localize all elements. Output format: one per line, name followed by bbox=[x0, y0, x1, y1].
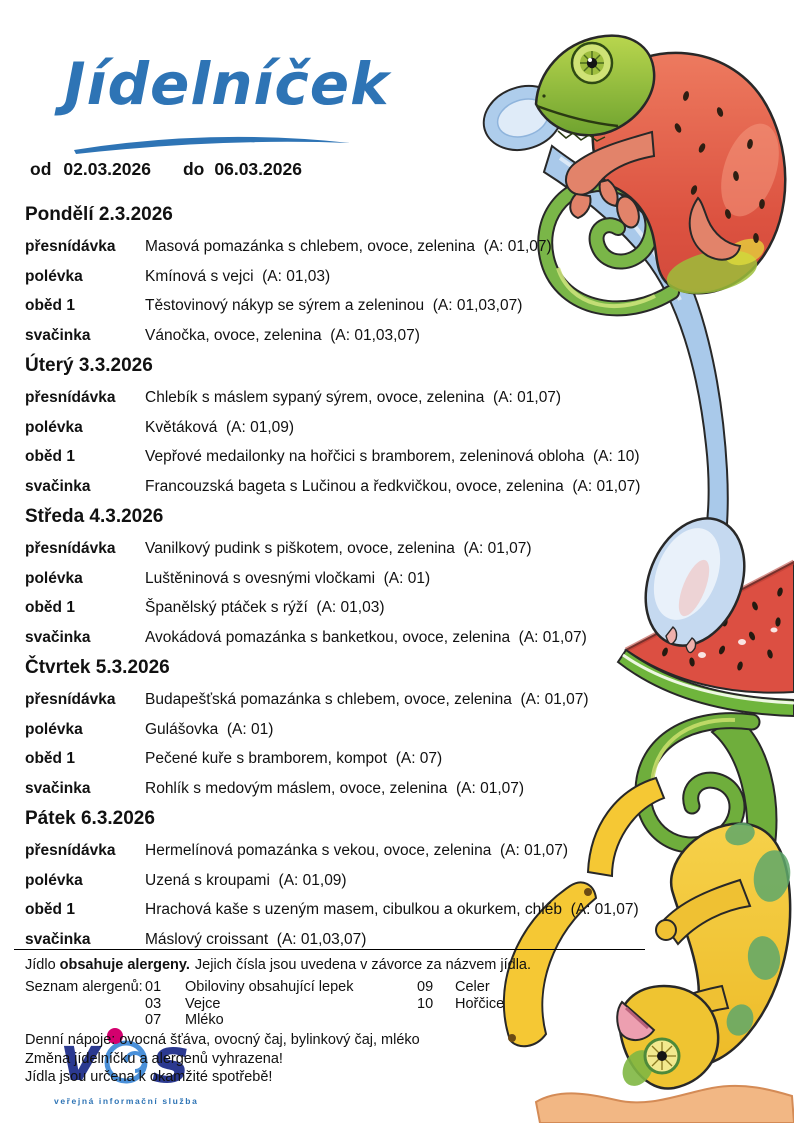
allergen-table bbox=[25, 979, 504, 1029]
date-to-value: 06.03.2026 bbox=[214, 159, 302, 179]
menu-row bbox=[25, 442, 690, 472]
date-to-label: do bbox=[182, 159, 205, 179]
meal-text: Hrachová kaše s uzeným masem, cibulkou a okurkem, chléb (A: 01,07) bbox=[145, 901, 639, 918]
drinks-note: Denní nápoje: ovocná šťáva, ovocný čaj, bylinkový čaj, mléko bbox=[25, 1032, 420, 1048]
date-from-label: od bbox=[30, 159, 52, 179]
meal-text: Pečené kuře s bramborem, kompot (A: 07) bbox=[145, 750, 443, 767]
meal-label: svačinka bbox=[25, 779, 91, 797]
meal-text: Vanilkový pudink s piškotem, ovoce, zelenina (A: 01,07) bbox=[145, 540, 532, 557]
date-from-value: 02.03.2026 bbox=[63, 159, 151, 179]
allergen-name: Mléko bbox=[185, 1012, 224, 1028]
meal-label: polévka bbox=[25, 871, 83, 889]
meal-label: oběd 1 bbox=[25, 448, 75, 465]
day-title: Čtvrtek 5.3.2026 bbox=[25, 657, 170, 678]
menu-row bbox=[25, 413, 690, 443]
page-title: Jídelníček bbox=[64, 50, 390, 118]
meal-label: svačinka bbox=[25, 628, 91, 646]
menu-row bbox=[25, 774, 690, 804]
menu-row bbox=[25, 564, 690, 594]
allergen-code: 09 bbox=[417, 979, 434, 995]
allergen-name: Hořčice bbox=[455, 995, 505, 1012]
bottom-chameleon-eye bbox=[645, 1039, 679, 1073]
top-chameleon-eye bbox=[572, 43, 612, 83]
menu-row bbox=[25, 715, 690, 745]
allergen-name: Vejce bbox=[185, 995, 221, 1012]
meal-text: Hermelínová pomazánka s vekou, ovoce, zelenina (A: 01,07) bbox=[145, 842, 569, 859]
meal-text: Avokádová pomazánka s banketkou, ovoce, zelenina (A: 01,07) bbox=[145, 628, 587, 646]
menu-row bbox=[25, 623, 690, 653]
meal-label: oběd 1 bbox=[25, 599, 75, 616]
meal-label: polévka bbox=[25, 569, 83, 587]
meal-text: Španělský ptáček s rýží (A: 01,03) bbox=[145, 599, 385, 616]
change-note: Změna jídelníčku a alergenů vyhrazena! bbox=[25, 1050, 283, 1067]
meal-text: Gulášovka (A: 01) bbox=[145, 720, 274, 738]
meal-label: polévka bbox=[25, 720, 83, 738]
meal-text: Francouzská bageta s Lučinou a ředkvičkou, ovoce, zelenina (A: 01,07) bbox=[145, 477, 641, 495]
menu-row bbox=[25, 383, 690, 413]
meal-label: svačinka bbox=[25, 930, 91, 948]
menu-row bbox=[25, 262, 690, 292]
meal-text: Vepřové medailonky na hořčici s bramborem, zeleninová obloha (A: 10) bbox=[145, 448, 640, 465]
menu-row bbox=[25, 534, 690, 564]
meal-text: Těstovinový nákyp se sýrem a zeleninou (A: 01,03,07) bbox=[145, 297, 523, 314]
allergen-code: 10 bbox=[417, 995, 434, 1012]
allergen-note-rest: Jejich čísla jsou uvedena v závorce za názvem jídla. bbox=[194, 957, 532, 973]
menu-row bbox=[25, 291, 690, 321]
meal-text: Uzená s kroupami (A: 01,09) bbox=[145, 871, 347, 889]
day-title: Středa 4.3.2026 bbox=[25, 506, 164, 527]
consume-note: Jídla jsou určena k okamžité spotřebě! bbox=[25, 1069, 273, 1085]
meal-label: přesnídávka bbox=[25, 540, 116, 557]
meal-text: Květáková (A: 01,09) bbox=[145, 418, 295, 436]
title-underline-swoosh bbox=[70, 134, 355, 158]
allergen-note-bold: obsahuje alergeny. bbox=[59, 957, 190, 973]
day-title: Pondělí 2.3.2026 bbox=[25, 204, 173, 225]
day-block-wednesday bbox=[25, 501, 690, 652]
meal-label: svačinka bbox=[25, 326, 91, 344]
meal-label: svačinka bbox=[25, 477, 91, 495]
day-title: Pátek 6.3.2026 bbox=[25, 808, 155, 829]
menu-row bbox=[25, 836, 690, 866]
allergen-code: 03 bbox=[145, 995, 162, 1012]
day-block-tuesday bbox=[25, 350, 690, 501]
sand-illustration bbox=[536, 1086, 794, 1123]
meal-label: oběd 1 bbox=[25, 901, 75, 918]
menu-row bbox=[25, 744, 690, 774]
menu-row bbox=[25, 685, 690, 715]
day-title: Úterý 3.3.2026 bbox=[25, 355, 153, 376]
menu-row bbox=[25, 472, 690, 502]
allergen-code: 01 bbox=[145, 979, 162, 995]
meal-label: oběd 1 bbox=[25, 297, 75, 314]
meal-text: Kmínová s vejci (A: 01,03) bbox=[145, 267, 331, 285]
day-block-friday bbox=[25, 803, 690, 954]
menu-row bbox=[25, 866, 690, 896]
meal-text: Vánočka, ovoce, zelenina (A: 01,03,07) bbox=[145, 326, 420, 344]
day-block-monday bbox=[25, 199, 690, 350]
allergen-note bbox=[25, 957, 531, 973]
allergen-name: Celer bbox=[455, 979, 490, 995]
day-block-thursday bbox=[25, 652, 690, 803]
date-range bbox=[30, 159, 302, 180]
vis-logo-letter-s: s bbox=[152, 1024, 189, 1097]
meal-label: přesnídávka bbox=[25, 842, 116, 859]
allergen-list-label: Seznam alergenů: bbox=[25, 979, 143, 995]
meal-text: Budapešťská pomazánka s chlebem, ovoce, zelenina (A: 01,07) bbox=[145, 691, 589, 708]
menu-row bbox=[25, 593, 690, 623]
footer-notes bbox=[25, 1031, 420, 1087]
vis-logo-letter-v: v bbox=[60, 1024, 101, 1095]
meal-text: Masová pomazánka s chlebem, ovoce, zelenina (A: 01,07) bbox=[145, 238, 552, 255]
meal-label: polévka bbox=[25, 267, 83, 285]
meal-text: Rohlík s medovým máslem, ovoce, zelenina (A: 01,07) bbox=[145, 779, 525, 797]
meal-label: oběd 1 bbox=[25, 750, 75, 767]
menu-row bbox=[25, 895, 690, 925]
meal-text: Máslový croissant (A: 01,03,07) bbox=[145, 930, 367, 948]
meal-label: přesnídávka bbox=[25, 238, 116, 255]
allergen-name: Obiloviny obsahující lepek bbox=[185, 979, 354, 995]
allergen-code: 07 bbox=[145, 1012, 162, 1028]
meal-label: polévka bbox=[25, 418, 83, 436]
menu bbox=[25, 199, 690, 954]
footer-separator-line bbox=[14, 949, 645, 950]
allergen-note-prefix: Jídlo bbox=[25, 957, 56, 973]
meal-text: Chlebík s máslem sypaný sýrem, ovoce, zelenina (A: 01,07) bbox=[145, 389, 562, 406]
menu-row bbox=[25, 232, 690, 262]
meal-label: přesnídávka bbox=[25, 389, 116, 406]
menu-row bbox=[25, 321, 690, 351]
meal-text: Luštěninová s ovesnými vločkami (A: 01) bbox=[145, 569, 431, 587]
meal-label: přesnídávka bbox=[25, 691, 116, 708]
vis-logo-subtitle: veřejná informační služba bbox=[54, 1096, 199, 1106]
